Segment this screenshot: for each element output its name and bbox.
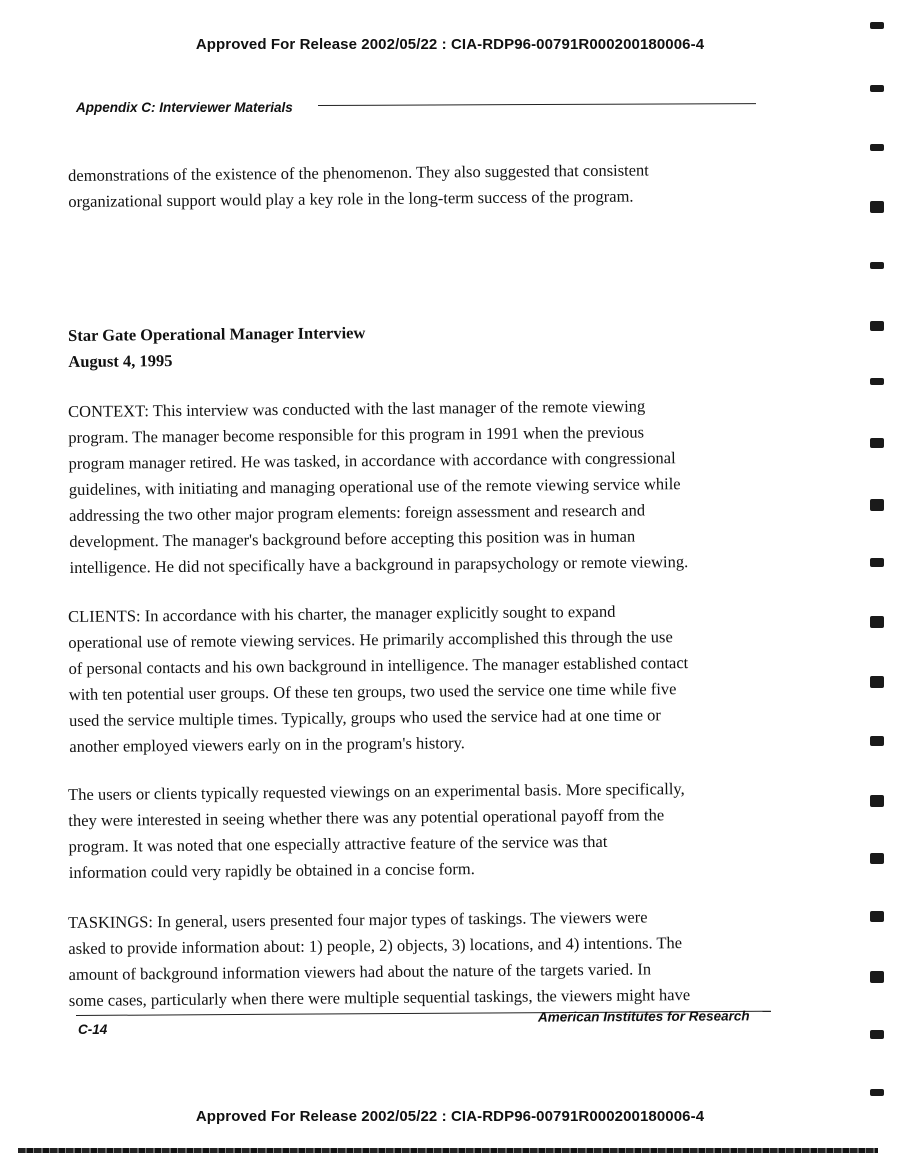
users-line: program. It was noted that one especially attractive feature of the service was that xyxy=(68,831,608,856)
scan-mark xyxy=(870,378,884,385)
scan-mark xyxy=(870,736,884,746)
interview-date: August 4, 1995 xyxy=(68,350,173,371)
taskings-line: some cases, particularly when there were multiple sequential taskings, the viewers might have xyxy=(68,985,691,1010)
context-line: program. The manager become responsible for this program in 1991 when the previous xyxy=(68,422,645,447)
scan-mark xyxy=(870,676,884,688)
context-line: intelligence. He did not specifically have a background in parapsychology or remote viewing. xyxy=(69,552,689,577)
context-line: CONTEXT: This interview was conducted with the last manager of the remote viewing xyxy=(68,396,646,421)
scan-mark xyxy=(870,1089,884,1096)
context-line: program manager retired. He was tasked, in accordance with accordance with congressional xyxy=(68,448,676,473)
appendix-header: Appendix C: Interviewer Materials xyxy=(76,100,293,115)
clients-line: of personal contacts and his own background in intelligence. The manager established contact xyxy=(68,653,689,678)
taskings-line: TASKINGS: In general, users presented four major types of taskings. The viewers were xyxy=(68,907,648,932)
scan-mark xyxy=(870,85,884,92)
page-number: C-14 xyxy=(78,1022,108,1037)
scan-mark xyxy=(870,853,884,864)
intro-line: organizational support would play a key role in the long-term success of the program. xyxy=(68,186,634,211)
taskings-line: amount of background information viewers had about the nature of the targets varied. In xyxy=(68,959,652,984)
clients-line: with ten potential user groups. Of these ten groups, two used the service one time while five xyxy=(68,679,677,704)
scan-mark xyxy=(870,616,884,628)
header-rule xyxy=(318,103,756,106)
scan-mark xyxy=(870,911,884,922)
clients-line: used the service multiple times. Typically, groups who used the service had at one time or xyxy=(69,705,661,730)
scan-mark xyxy=(870,499,884,511)
scan-mark xyxy=(870,262,884,269)
clients-paragraph xyxy=(68,597,779,760)
taskings-paragraph xyxy=(68,903,779,1014)
interview-title: Star Gate Operational Manager Interview xyxy=(68,323,366,345)
scan-mark xyxy=(870,438,884,448)
intro-line: demonstrations of the existence of the phenomenon. They also suggested that consistent xyxy=(68,160,649,185)
scan-mark xyxy=(870,201,884,213)
organization-name: American Institutes for Research xyxy=(537,1008,750,1025)
users-line: they were interested in seeing whether there was any potential operational payoff from the xyxy=(68,805,665,830)
release-stamp-bottom: Approved For Release 2002/05/22 : CIA-RDP96-00791R000200180006-4 xyxy=(195,1108,705,1125)
scan-mark xyxy=(870,22,884,29)
users-line: information could very rapidly be obtained in a concise form. xyxy=(68,859,475,882)
users-line: The users or clients typically requested viewings on an experimental basis. More specifically, xyxy=(68,779,685,804)
scan-mark xyxy=(870,971,884,983)
intro-paragraph xyxy=(68,156,778,215)
scan-mark xyxy=(870,144,884,151)
scan-mark xyxy=(870,558,884,567)
context-line: development. The manager's background before accepting this position was in human xyxy=(69,526,636,551)
taskings-line: asked to provide information about: 1) people, 2) objects, 3) locations, and 4) intentions. The xyxy=(68,933,683,958)
context-paragraph xyxy=(68,392,780,581)
scan-mark xyxy=(870,321,884,331)
clients-line: operational use of remote viewing services. He primarily accomplished this through the use xyxy=(68,627,673,652)
context-line: addressing the two other major program elements: foreign assessment and research and xyxy=(69,500,646,525)
clients-line: another employed viewers early on in the program's history. xyxy=(69,733,465,756)
context-line: guidelines, with initiating and managing operational use of the remote viewing service while xyxy=(68,474,681,499)
interview-heading xyxy=(68,316,778,375)
scan-mark xyxy=(870,1030,884,1039)
users-paragraph xyxy=(68,775,779,886)
scan-mark xyxy=(870,795,884,807)
release-stamp-top: Approved For Release 2002/05/22 : CIA-RDP96-00791R000200180006-4 xyxy=(195,36,705,53)
clients-line: CLIENTS: In accordance with his charter, the manager explicitly sought to expand xyxy=(68,601,616,626)
scan-edge-bar xyxy=(18,1148,878,1153)
